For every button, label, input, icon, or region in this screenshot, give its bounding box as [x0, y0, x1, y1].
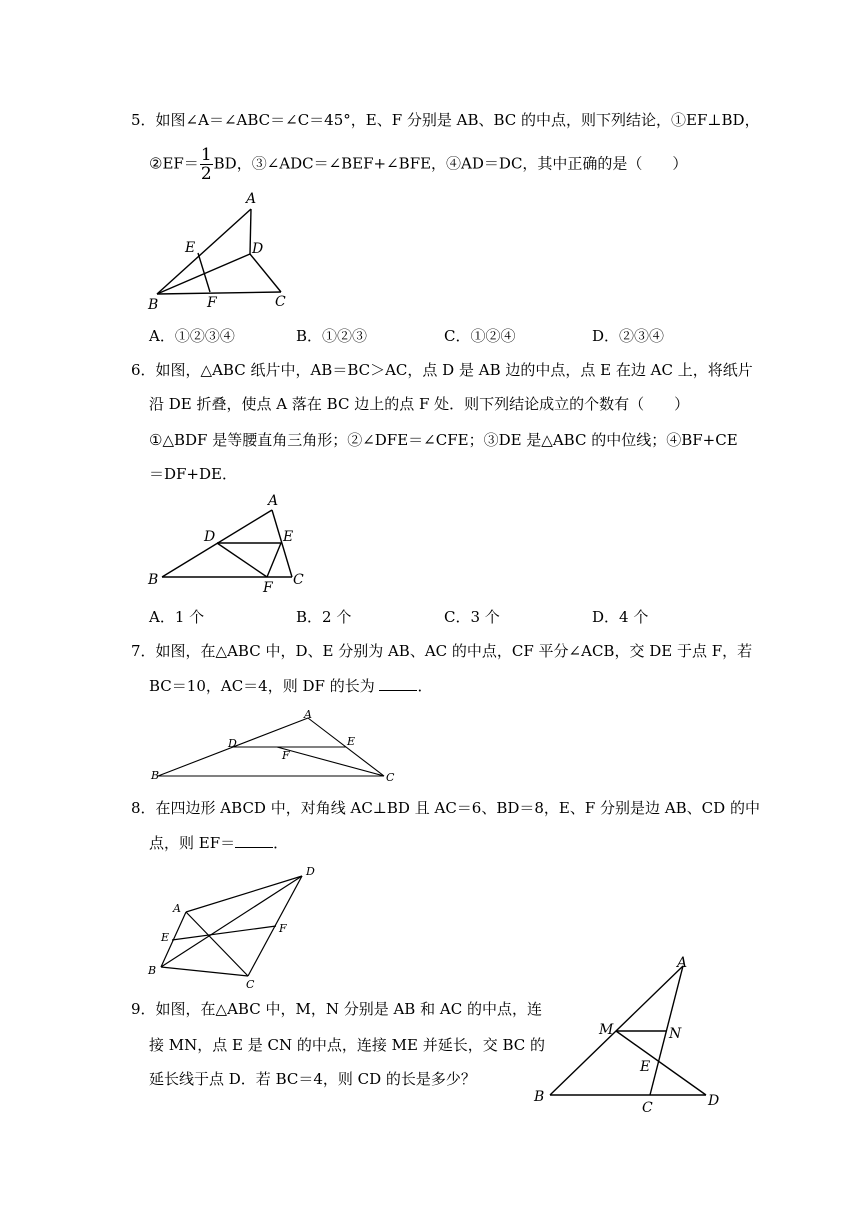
q7-edge-cf [277, 747, 384, 776]
q5-option-b[interactable]: B．①②③ [296, 327, 368, 345]
q6-option-a[interactable]: A．1 个 [149, 608, 205, 626]
q5-label-f: F [207, 295, 217, 311]
q6-text-line3: ①△BDF 是等腰直角三角形；②∠DFE＝∠CFE；③DE 是△ABC 的中位线；④BF+CE [149, 431, 738, 449]
q6-text-line4: ＝DF+DE． [149, 465, 237, 483]
q8-label-f: F [279, 922, 287, 935]
q7-label-b: B [151, 769, 160, 782]
q7-label-d: D [228, 737, 237, 750]
q9-label-e: E [640, 1059, 651, 1075]
q8-edge-ef [172, 926, 276, 940]
q5-edge-dc [250, 254, 281, 292]
q9-text-line2: 接 MN，点 E 是 CN 的中点，连接 ME 并延长，交 BC 的 [149, 1036, 546, 1054]
q7-figure [148, 708, 403, 786]
q9-text-line1: 9．如图，在△ABC 中，M，N 分别是 AB 和 AC 的中点，连 [131, 1000, 542, 1018]
q6-label-b: B [148, 572, 159, 588]
q8-edge-ac [186, 912, 248, 976]
q6-edge-ef [267, 543, 281, 577]
q8-label-c: C [246, 978, 255, 991]
q7-text-line2 [149, 675, 433, 697]
fraction-one-half [200, 146, 213, 183]
q8-edge-cb [161, 967, 248, 976]
fraction-denominator: 2 [200, 164, 212, 184]
q8-line2-text: 点，则 EF＝ [149, 834, 236, 852]
q6-option-b[interactable]: B．2 个 [296, 608, 352, 626]
q6-label-a: A [268, 493, 279, 509]
q5-line2-post: BD，③∠ADC＝∠BEF+∠BFE，④AD＝DC，其中正确的是（ ） [213, 154, 688, 173]
q5-edge-ba [157, 209, 251, 294]
q7-label-a: A [304, 708, 312, 721]
q8-label-e: E [161, 931, 170, 944]
q7-label-e: E [347, 735, 356, 748]
q8-line2-end: ． [273, 834, 289, 852]
q5-figure [140, 188, 300, 313]
q5-label-b: B [148, 297, 159, 313]
q7-text-line1: 7．如图，在△ABC 中，D、E 分别为 AB、AC 的中点，CF 平分∠ACB，交 DE 于点 F，若 [131, 642, 753, 660]
q7-answer-blank[interactable] [379, 676, 417, 691]
q8-edge-ad [186, 876, 302, 912]
q9-label-b: B [534, 1089, 545, 1105]
q8-text-line1: 8．在四边形 ABCD 中，对角线 AC⊥BD 且 AC＝6、BD＝8，E、F 分别是边 AB、CD 的中 [131, 799, 760, 817]
q9-label-d: D [708, 1093, 720, 1109]
q6-text-line2: 沿 DE 折叠，使点 A 落在 BC 边上的点 F 处．则下列结论成立的个数有（ ） [149, 395, 690, 413]
q8-text-line2 [149, 832, 288, 854]
q9-label-a: A [677, 955, 688, 971]
q6-option-d[interactable]: D．4 个 [592, 608, 649, 626]
q5-options [149, 325, 709, 347]
q9-label-n: N [669, 1026, 682, 1042]
q8-label-b: B [148, 964, 157, 977]
q5-label-e: E [185, 240, 196, 256]
q7-line2-end: ． [417, 677, 433, 695]
q5-option-a[interactable]: A．①②③④ [149, 327, 235, 345]
q6-label-c: C [293, 572, 304, 588]
q8-label-d: D [306, 865, 315, 878]
q6-figure [140, 490, 315, 595]
q5-option-d[interactable]: D．②③④ [592, 327, 665, 345]
fraction-numerator: 1 [200, 145, 212, 165]
q9-figure [528, 950, 738, 1120]
q6-options [149, 606, 709, 628]
q5-text-line1: 5．如图∠A＝∠ABC＝∠C＝45°，E、F 分别是 AB、BC 的中点，则下列结论，①EF⊥BD， [131, 111, 760, 129]
q6-option-c[interactable]: C．3 个 [444, 608, 500, 626]
q9-text-line3: 延长线于点 D．若 BC＝4，则 CD 的长是多少？ [149, 1070, 476, 1088]
q9-edge-md [616, 1031, 706, 1095]
q7-line2-text: BC＝10，AC＝4，则 DF 的长为 [149, 677, 375, 695]
q5-edge-bc [157, 292, 281, 294]
q5-label-c: C [275, 294, 286, 310]
q5-label-a: A [246, 191, 257, 207]
q8-label-a: A [173, 902, 181, 915]
q5-edge-ad [250, 209, 251, 254]
q6-label-f: F [263, 580, 273, 595]
q7-label-c: C [386, 771, 395, 784]
q9-label-c: C [642, 1100, 653, 1116]
q6-text-line1: 6．如图，△ABC 纸片中，AB＝BC＞AC，点 D 是 AB 边的中点，点 E 在边 AC 上，将纸片 [131, 361, 753, 379]
q5-text-line2 [149, 146, 687, 183]
q7-label-f: F [282, 749, 290, 762]
q5-line2-pre: ②EF＝ [149, 154, 199, 173]
q5-option-c[interactable]: C．①②④ [444, 327, 516, 345]
q8-answer-blank[interactable] [235, 833, 273, 848]
q9-label-m: M [599, 1022, 614, 1038]
q5-edge-bd [157, 254, 250, 294]
q6-label-e: E [283, 529, 294, 545]
q8-figure [142, 862, 322, 992]
q6-label-d: D [204, 529, 216, 545]
q5-label-d: D [252, 241, 264, 257]
q6-edge-df [217, 543, 267, 577]
